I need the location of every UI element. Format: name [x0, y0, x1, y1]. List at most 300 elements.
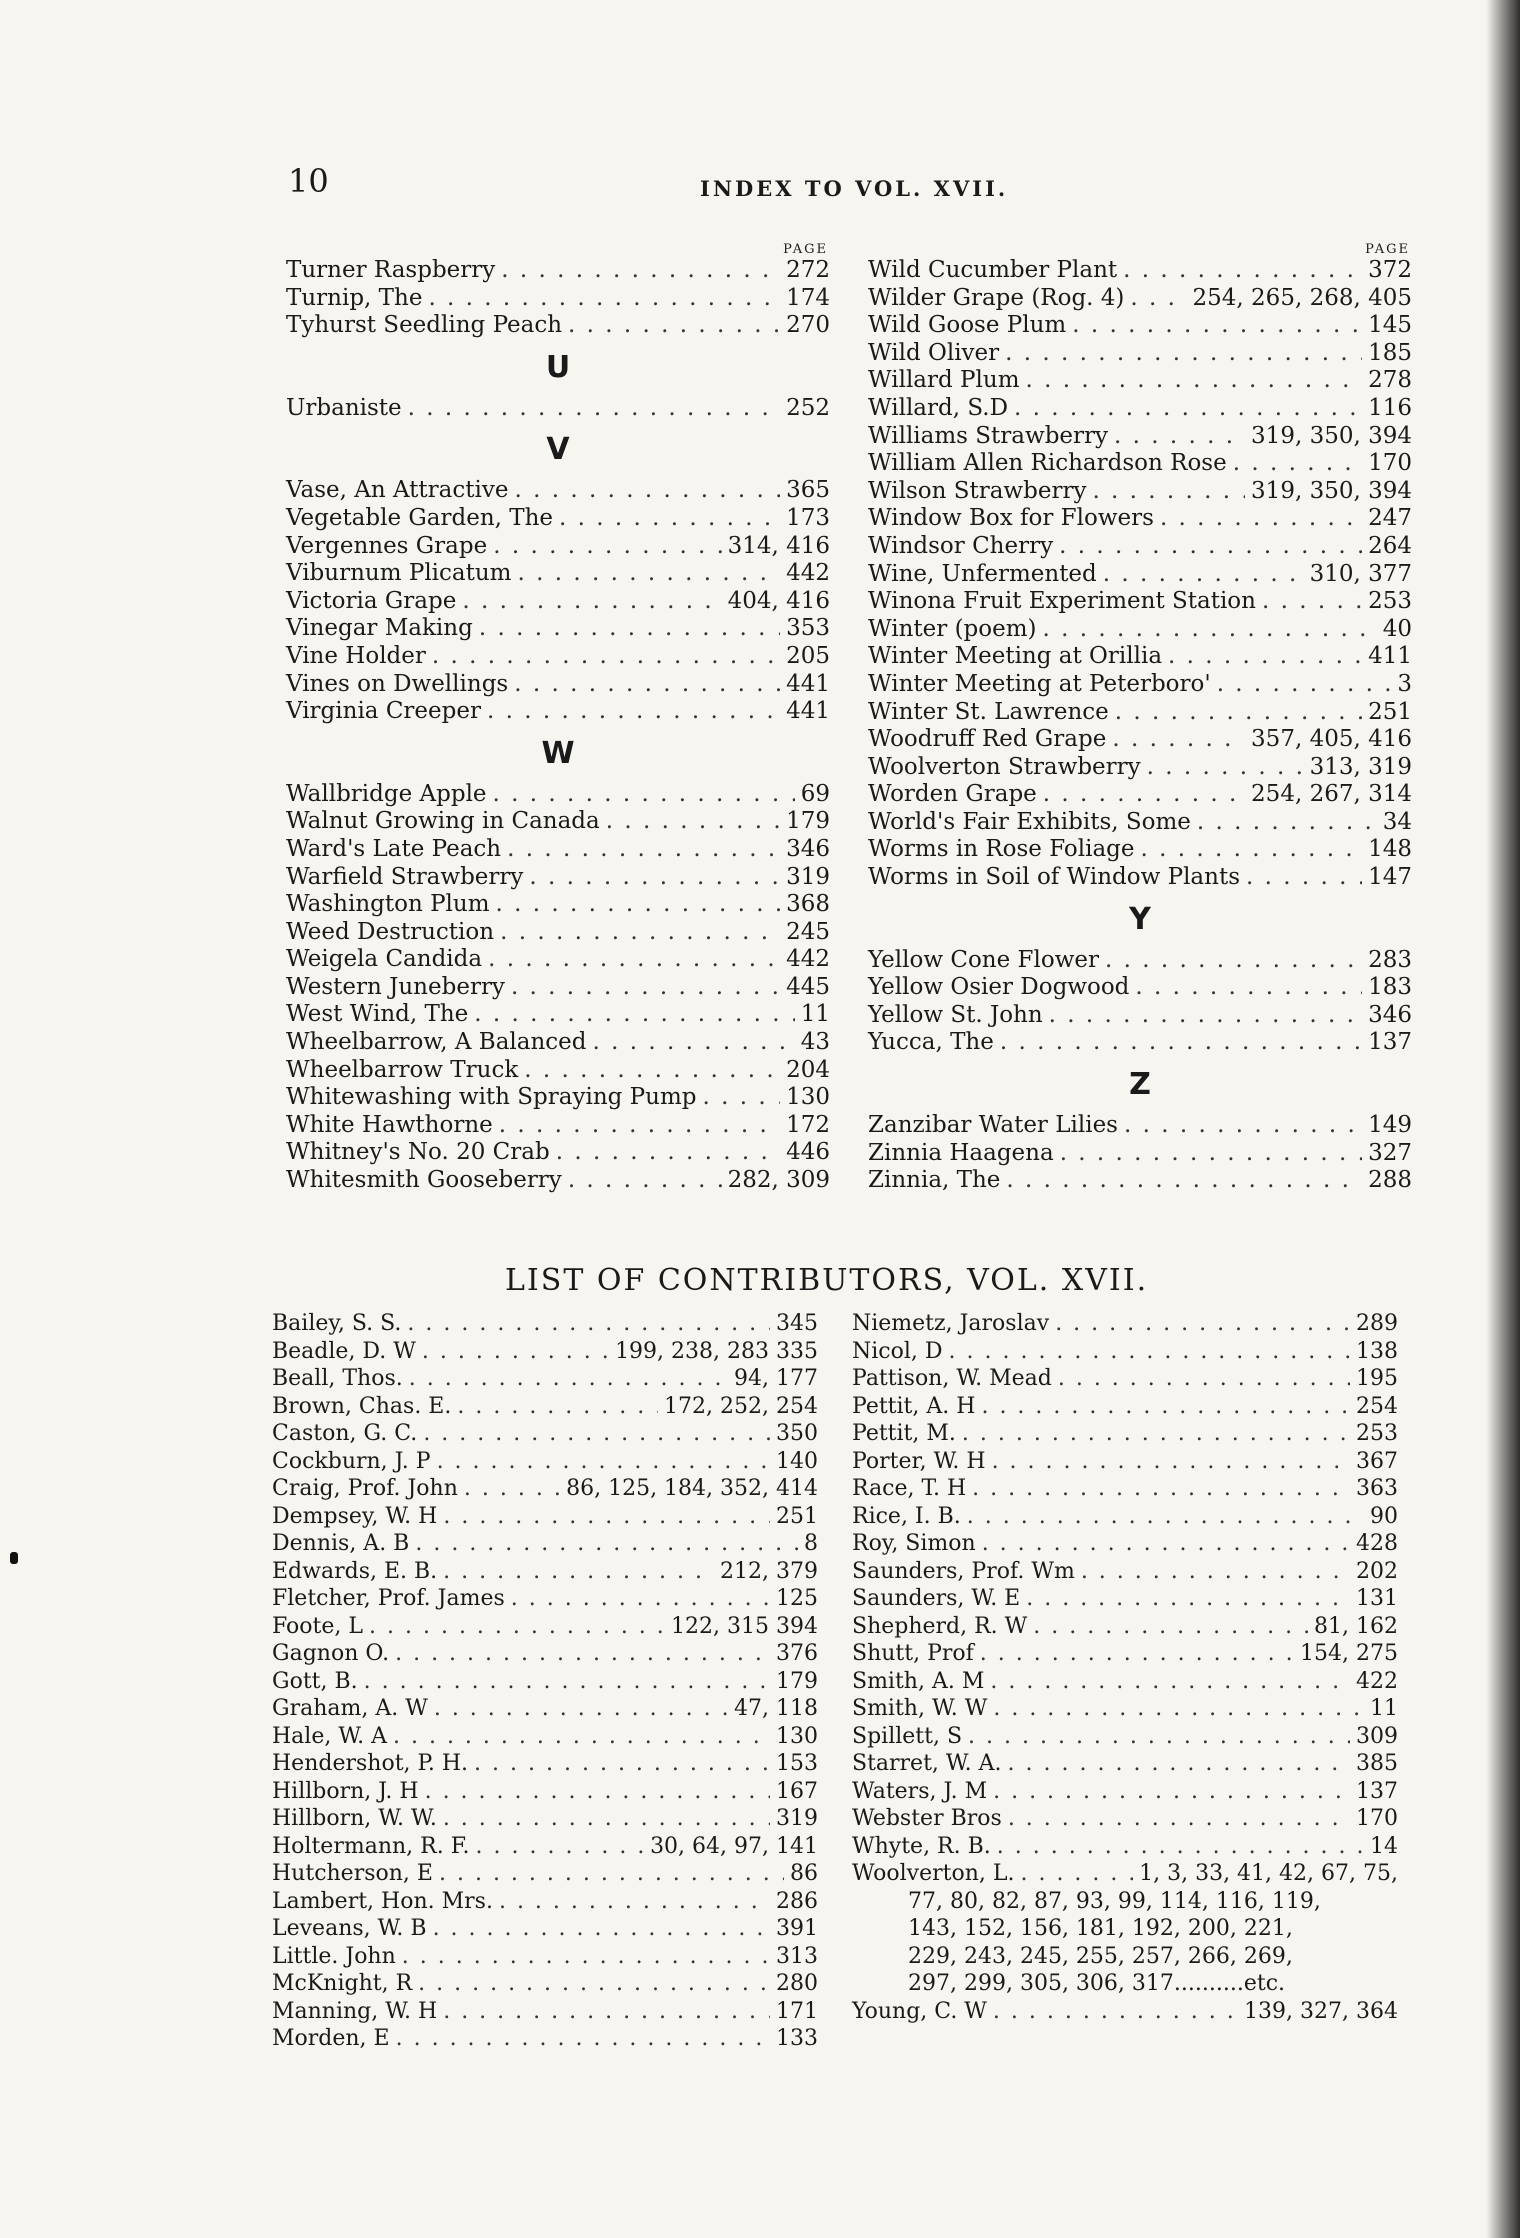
contributor-entry — [852, 1668, 1398, 1696]
dot-leader — [433, 1915, 770, 1943]
entry-title: Saunders, Prof. Wm — [852, 1558, 1075, 1584]
contributor-entry — [852, 1998, 1398, 2026]
entry-title: Viburnum Plicatum — [286, 560, 512, 587]
dot-leader — [1033, 1613, 1308, 1641]
entry-title: Zinnia, The — [868, 1167, 1001, 1194]
index-entry — [286, 477, 830, 505]
contributor-continuation: 297, 299, 305, 306, 317..........etc. — [908, 1971, 1286, 1996]
index-entry — [868, 836, 1412, 864]
dot-leader — [439, 1860, 784, 1888]
dot-leader — [568, 1167, 722, 1195]
entry-title: Smith, A. M — [852, 1668, 985, 1694]
contributor-entry — [272, 1530, 818, 1558]
index-entry — [286, 285, 830, 313]
index-entry — [868, 367, 1412, 395]
index-entry — [286, 1001, 830, 1029]
dot-leader — [428, 285, 780, 313]
entry-page: 170 — [1368, 450, 1412, 477]
entry-title: Window Box for Flowers — [868, 505, 1154, 532]
entry-page: 205 — [786, 642, 830, 669]
dot-leader — [559, 505, 780, 533]
dot-leader — [499, 1888, 770, 1916]
dot-leader — [1020, 1860, 1133, 1888]
contributor-entry — [852, 1805, 1398, 1833]
dot-leader — [1059, 533, 1362, 561]
entry-title: Rice, I. B. — [852, 1503, 961, 1529]
contributor-entry — [272, 1613, 818, 1641]
entry-page: 365 — [786, 477, 830, 504]
contributor-entry — [272, 1778, 818, 1806]
entry-title: Caston, G. C. — [272, 1421, 418, 1446]
dot-leader — [1233, 450, 1362, 478]
contributor-entry — [272, 1805, 818, 1833]
dot-leader — [1135, 974, 1362, 1002]
index-entry — [868, 257, 1412, 285]
entry-page: 264 — [1368, 532, 1412, 559]
entry-title: Little. John — [272, 1943, 396, 1969]
entry-title: Manning, W. H — [272, 1998, 438, 2024]
entry-title: Winter St. Lawrence — [868, 698, 1109, 725]
contributor-continuation: 77, 80, 82, 87, 93, 99, 114, 116, 119, — [908, 1888, 1321, 1914]
dot-leader — [1043, 616, 1377, 644]
section-letter: W — [541, 735, 575, 771]
dot-leader — [993, 1778, 1350, 1806]
entry-title: Dempsey, W. H — [272, 1503, 438, 1529]
dot-leader — [1115, 699, 1362, 727]
entry-title: Virginia Creeper — [286, 698, 481, 725]
dot-leader — [364, 1668, 770, 1696]
dot-leader — [514, 671, 780, 699]
entry-page: 131 — [1356, 1586, 1398, 1611]
entry-page: 345 — [776, 1311, 818, 1336]
entry-page: 171 — [776, 1998, 818, 2024]
entry-title: Winter (poem) — [868, 615, 1037, 642]
dot-leader — [423, 1420, 770, 1448]
dot-leader — [474, 1750, 770, 1778]
entry-page: 137 — [1368, 1029, 1412, 1056]
dot-leader — [437, 1448, 770, 1476]
index-entry — [286, 1139, 830, 1167]
index-entry — [868, 505, 1412, 533]
entry-title: Wheelbarrow, A Balanced — [286, 1029, 587, 1056]
dot-leader — [1005, 340, 1362, 368]
entry-page: 372 — [1368, 257, 1412, 283]
entry-title: Hillborn, J. H — [272, 1778, 419, 1804]
dot-leader — [1262, 588, 1362, 616]
dot-leader — [499, 1112, 780, 1140]
entry-page: 11 — [800, 1001, 830, 1028]
entry-page: 442 — [786, 946, 830, 973]
dot-leader — [402, 1943, 770, 1971]
dot-leader — [393, 1723, 770, 1751]
dot-leader — [703, 1084, 781, 1112]
index-entry — [868, 643, 1412, 671]
index-entry — [286, 505, 830, 533]
entry-title: Gott, B. — [272, 1668, 358, 1694]
entry-page: 272 — [786, 257, 830, 283]
dot-leader — [443, 1558, 714, 1586]
entry-title: Leveans, W. B — [272, 1916, 427, 1941]
entry-title: Yellow St. John — [868, 1001, 1043, 1028]
entry-title: Spillett, S — [852, 1723, 963, 1749]
entry-title: Beall, Thos. — [272, 1366, 403, 1391]
entry-page: 270 — [786, 312, 830, 339]
dot-leader — [1000, 1029, 1362, 1057]
index-entry — [868, 864, 1412, 892]
dot-leader — [1130, 285, 1186, 313]
dot-leader — [514, 477, 780, 505]
entry-title: Vinegar Making — [286, 615, 473, 642]
dot-leader — [443, 1805, 770, 1833]
entry-page: 40 — [1382, 615, 1412, 642]
dot-leader — [415, 1530, 798, 1558]
entry-title: Hillborn, W. W. — [272, 1806, 437, 1831]
contributor-entry — [272, 1503, 818, 1531]
entry-page: 86, 125, 184, 352, 414 — [566, 1476, 818, 1501]
entry-title: Waters, J. M — [852, 1778, 988, 1804]
entry-title: Craig, Prof. John — [272, 1476, 458, 1501]
contributor-entry — [272, 1365, 818, 1393]
contributor-entry — [272, 1338, 818, 1366]
entry-page: 138 — [1356, 1338, 1398, 1364]
entry-page: 411 — [1368, 643, 1412, 670]
contributor-entry — [272, 1695, 818, 1723]
index-entry — [286, 891, 830, 919]
index-entry — [868, 616, 1412, 644]
contributor-entry — [272, 1998, 818, 2026]
entry-title: Victoria Grape — [286, 587, 457, 614]
contributor-entry — [852, 1338, 1398, 1366]
dot-leader — [1197, 809, 1377, 837]
entry-title: Hutcherson, E — [272, 1861, 433, 1886]
entry-title: Yucca, The — [868, 1029, 994, 1056]
dot-leader — [1124, 1112, 1362, 1140]
dot-leader — [1008, 1805, 1350, 1833]
index-entry — [868, 285, 1412, 313]
entry-title: Whitewashing with Spraying Pump — [286, 1084, 697, 1111]
index-entry — [868, 726, 1412, 754]
index-entry — [286, 257, 830, 285]
entry-page: 283 — [1368, 946, 1412, 973]
dot-leader — [443, 1998, 770, 2026]
entry-title: Zinnia Haagena — [868, 1139, 1054, 1166]
index-entry — [286, 588, 830, 616]
entry-title: Morden, E — [272, 2026, 390, 2051]
entry-page: 14 — [1370, 1833, 1398, 1859]
page-number: 10 — [288, 162, 329, 200]
index-entry — [286, 808, 830, 836]
contributor-entry — [852, 1860, 1398, 1888]
dot-leader — [1246, 864, 1362, 892]
index-entry — [286, 615, 830, 643]
entry-title: Wilder Grape (Rog. 4) — [868, 284, 1125, 311]
index-entry — [286, 781, 830, 809]
entry-title: Urbaniste — [286, 394, 402, 421]
index-entry — [868, 671, 1412, 699]
index-entry — [868, 754, 1412, 782]
entry-title: Warfield Strawberry — [286, 863, 524, 890]
dot-leader — [434, 1695, 728, 1723]
dot-leader — [982, 1530, 1350, 1558]
entry-title: Holtermann, R. F. — [272, 1833, 470, 1859]
contributor-entry — [852, 1833, 1398, 1861]
entry-page: 280 — [776, 1971, 818, 1996]
contributor-entry — [272, 1888, 818, 1916]
entry-page: 185 — [1368, 339, 1412, 366]
section-letter: V — [546, 432, 570, 468]
entry-title: Nicol, D — [852, 1338, 943, 1364]
dot-leader — [1160, 505, 1362, 533]
index-entry — [868, 1167, 1412, 1195]
entry-page: 11 — [1370, 1696, 1398, 1721]
dot-leader — [425, 1778, 770, 1806]
entry-page: 254, 267, 314 — [1251, 781, 1412, 808]
contributor-entry — [852, 1530, 1398, 1558]
entry-page: 404, 416 — [727, 587, 830, 614]
entry-page: 116 — [1368, 394, 1412, 421]
dot-leader — [568, 312, 780, 340]
entry-page: 183 — [1368, 974, 1412, 1001]
page-column-label: PAGE — [783, 242, 828, 257]
index-entry — [286, 836, 830, 864]
entry-page: 199, 238, 283 335 — [615, 1338, 818, 1364]
dot-leader — [500, 919, 780, 947]
entry-page: 350 — [776, 1421, 818, 1446]
contributor-entry — [272, 1475, 818, 1503]
dot-leader — [1026, 367, 1363, 395]
entry-page: 149 — [1368, 1112, 1412, 1139]
entry-title: Bailey, S. S. — [272, 1311, 402, 1336]
contributor-continuation: 229, 243, 245, 255, 257, 266, 269, — [908, 1943, 1293, 1969]
entry-page: 69 — [800, 780, 830, 807]
entry-title: Woolverton Strawberry — [868, 753, 1141, 780]
entry-title: Ward's Late Peach — [286, 835, 502, 862]
entry-title: Willard, S.D — [868, 394, 1009, 421]
entry-title: Winter Meeting at Orillia — [868, 643, 1163, 670]
section-letter: U — [545, 349, 571, 385]
entry-page: 441 — [786, 670, 830, 697]
entry-title: Lambert, Hon. Mrs. — [272, 1888, 493, 1914]
entry-page: 30, 64, 97, 141 — [650, 1833, 818, 1859]
index-entry — [868, 561, 1412, 589]
entry-title: Beadle, D. W — [272, 1338, 416, 1364]
dot-leader — [496, 891, 781, 919]
contributor-entry — [852, 1613, 1398, 1641]
entry-page: 391 — [776, 1916, 818, 1941]
dot-leader — [476, 1833, 645, 1861]
dot-leader — [464, 1475, 560, 1503]
entry-page: 368 — [786, 891, 830, 918]
entry-title: Tyhurst Seedling Peach — [286, 312, 563, 339]
contributor-entry — [272, 1833, 818, 1861]
entry-page: 167 — [776, 1778, 818, 1804]
entry-page: 446 — [786, 1139, 830, 1166]
entry-page: 367 — [1356, 1448, 1398, 1474]
entry-title: Worms in Soil of Window Plants — [868, 864, 1240, 891]
entry-page: 445 — [786, 973, 830, 1000]
entry-title: Worden Grape — [868, 781, 1037, 808]
entry-page: 376 — [776, 1641, 818, 1666]
entry-page: 253 — [1356, 1421, 1398, 1446]
entry-page: 212, 379 — [720, 1558, 818, 1584]
entry-title: Edwards, E. B. — [272, 1558, 438, 1584]
entry-title: Wine, Unfermented — [868, 560, 1097, 587]
index-entry — [286, 698, 830, 726]
dot-leader — [462, 588, 721, 616]
dot-leader — [418, 1970, 770, 1998]
index-entry — [868, 423, 1412, 451]
entry-page: 252 — [786, 394, 830, 421]
contributor-entry — [852, 1695, 1398, 1723]
index-column-right — [868, 243, 1412, 1195]
entry-page: 286 — [776, 1888, 818, 1914]
entry-page: 353 — [786, 615, 830, 642]
entry-title: Vase, An Attractive — [286, 477, 509, 504]
entry-page: 86 — [790, 1861, 818, 1886]
entry-page: 422 — [1356, 1668, 1398, 1694]
entry-page: 94, 177 — [734, 1366, 818, 1391]
contributor-entry — [272, 1860, 818, 1888]
entry-title: Wild Goose Plum — [868, 312, 1067, 339]
entry-title: Pettit, A. H — [852, 1393, 976, 1419]
dot-leader — [1058, 1365, 1350, 1393]
contributor-entry — [852, 1420, 1398, 1448]
entry-page: 245 — [786, 918, 830, 945]
entry-title: Gagnon O. — [272, 1641, 390, 1666]
dot-leader — [1043, 781, 1245, 809]
entry-title: Hendershot, P. H. — [272, 1751, 469, 1776]
entry-page: 179 — [786, 808, 830, 835]
entry-page: 313 — [776, 1943, 818, 1969]
entry-page: 8 — [804, 1531, 818, 1556]
dot-leader — [997, 1833, 1364, 1861]
dot-leader — [443, 1503, 770, 1531]
dot-leader — [432, 643, 780, 671]
entry-title: Vegetable Garden, The — [286, 504, 554, 531]
dot-leader — [409, 1365, 728, 1393]
entry-title: Vine Holder — [286, 642, 426, 669]
dot-leader — [1060, 1140, 1362, 1168]
entry-page: 289 — [1356, 1311, 1398, 1336]
contributor-entry — [272, 1310, 818, 1338]
entry-page: 125 — [776, 1586, 818, 1611]
index-entry — [868, 395, 1412, 423]
index-entry — [868, 588, 1412, 616]
entry-title: Woodruff Red Grape — [868, 726, 1107, 753]
entry-title: Shutt, Prof — [852, 1641, 974, 1666]
entry-title: Willard Plum — [868, 367, 1020, 394]
dot-leader — [990, 1668, 1350, 1696]
index-entry — [868, 809, 1412, 837]
entry-title: Whitney's No. 20 Crab — [286, 1139, 550, 1166]
entry-page: 153 — [776, 1751, 818, 1776]
index-entry — [868, 947, 1412, 975]
entry-page: 34 — [1382, 808, 1412, 835]
dot-leader — [968, 1723, 1350, 1751]
dot-leader — [395, 1640, 770, 1668]
entry-page: 254 — [1356, 1393, 1398, 1419]
entry-page: 327 — [1368, 1139, 1412, 1166]
dot-leader — [1092, 478, 1245, 506]
entry-title: Webster Bros — [852, 1806, 1002, 1831]
entry-title: Wallbridge Apple — [286, 780, 487, 807]
entry-page: 346 — [786, 835, 830, 862]
index-entry — [286, 671, 830, 699]
entry-title: Yellow Osier Dogwood — [868, 974, 1130, 1001]
dot-leader — [479, 615, 780, 643]
entry-title: Weigela Candida — [286, 946, 483, 973]
entry-title: Cockburn, J. P — [272, 1448, 431, 1474]
entry-page: 247 — [1368, 505, 1412, 532]
index-entry — [286, 1029, 830, 1057]
entry-page: 313, 319 — [1309, 753, 1412, 780]
page-title: INDEX TO VOL. XVII. — [700, 176, 1009, 201]
dot-leader — [992, 1448, 1350, 1476]
entry-title: Dennis, A. B — [272, 1531, 410, 1556]
entry-title: Weed Destruction — [286, 918, 495, 945]
entry-title: Yellow Cone Flower — [868, 946, 1099, 973]
dot-leader — [1105, 947, 1362, 975]
dot-leader — [524, 1057, 780, 1085]
entry-page: 122, 315 394 — [671, 1613, 818, 1639]
contributor-entry — [852, 1723, 1398, 1751]
entry-title: McKnight, R — [272, 1971, 413, 1996]
entry-title: Starret, W. A. — [852, 1751, 1002, 1776]
entry-title: Roy, Simon — [852, 1531, 976, 1556]
index-entry — [286, 946, 830, 974]
index-entry — [868, 1112, 1412, 1140]
entry-page: 319 — [776, 1806, 818, 1831]
index-entry — [868, 450, 1412, 478]
entry-page: 43 — [800, 1029, 830, 1056]
entry-title: Woolverton, L. — [852, 1861, 1015, 1886]
dot-leader — [1123, 257, 1362, 285]
entry-page: 130 — [786, 1084, 830, 1111]
entry-title: Hale, W. A — [272, 1723, 387, 1749]
entry-title: Walnut Growing in Canada — [286, 808, 600, 835]
index-entry — [868, 312, 1412, 340]
dot-leader — [1217, 671, 1392, 699]
entry-page: 428 — [1356, 1531, 1398, 1556]
entry-title: Winona Fruit Experiment Station — [868, 588, 1256, 615]
dot-leader — [949, 1338, 1350, 1366]
index-entry — [286, 533, 830, 561]
dot-leader — [593, 1029, 795, 1057]
entry-title: Race, T. H — [852, 1476, 967, 1501]
entry-page: 137 — [1356, 1778, 1398, 1804]
dot-leader — [1006, 1167, 1362, 1195]
dot-leader — [606, 808, 780, 836]
entry-page: 346 — [1368, 1001, 1412, 1028]
entry-title: Wheelbarrow Truck — [286, 1056, 519, 1083]
dot-leader — [396, 2025, 770, 2053]
dot-leader — [1081, 1558, 1350, 1586]
entry-page: 174 — [786, 284, 830, 311]
index-entry — [286, 919, 830, 947]
contributor-entry — [852, 1475, 1398, 1503]
dot-leader — [493, 533, 721, 561]
contributors-column-left — [272, 1310, 818, 2053]
dot-leader — [1008, 1750, 1350, 1778]
dot-leader — [1026, 1585, 1350, 1613]
entry-title: Windsor Cherry — [868, 532, 1054, 559]
entry-page: 314, 416 — [727, 532, 830, 559]
index-entry — [868, 478, 1412, 506]
entry-page: 319, 350, 394 — [1251, 477, 1412, 504]
contributor-entry — [272, 1420, 818, 1448]
dot-leader — [1103, 561, 1304, 589]
index-entry — [286, 312, 830, 340]
